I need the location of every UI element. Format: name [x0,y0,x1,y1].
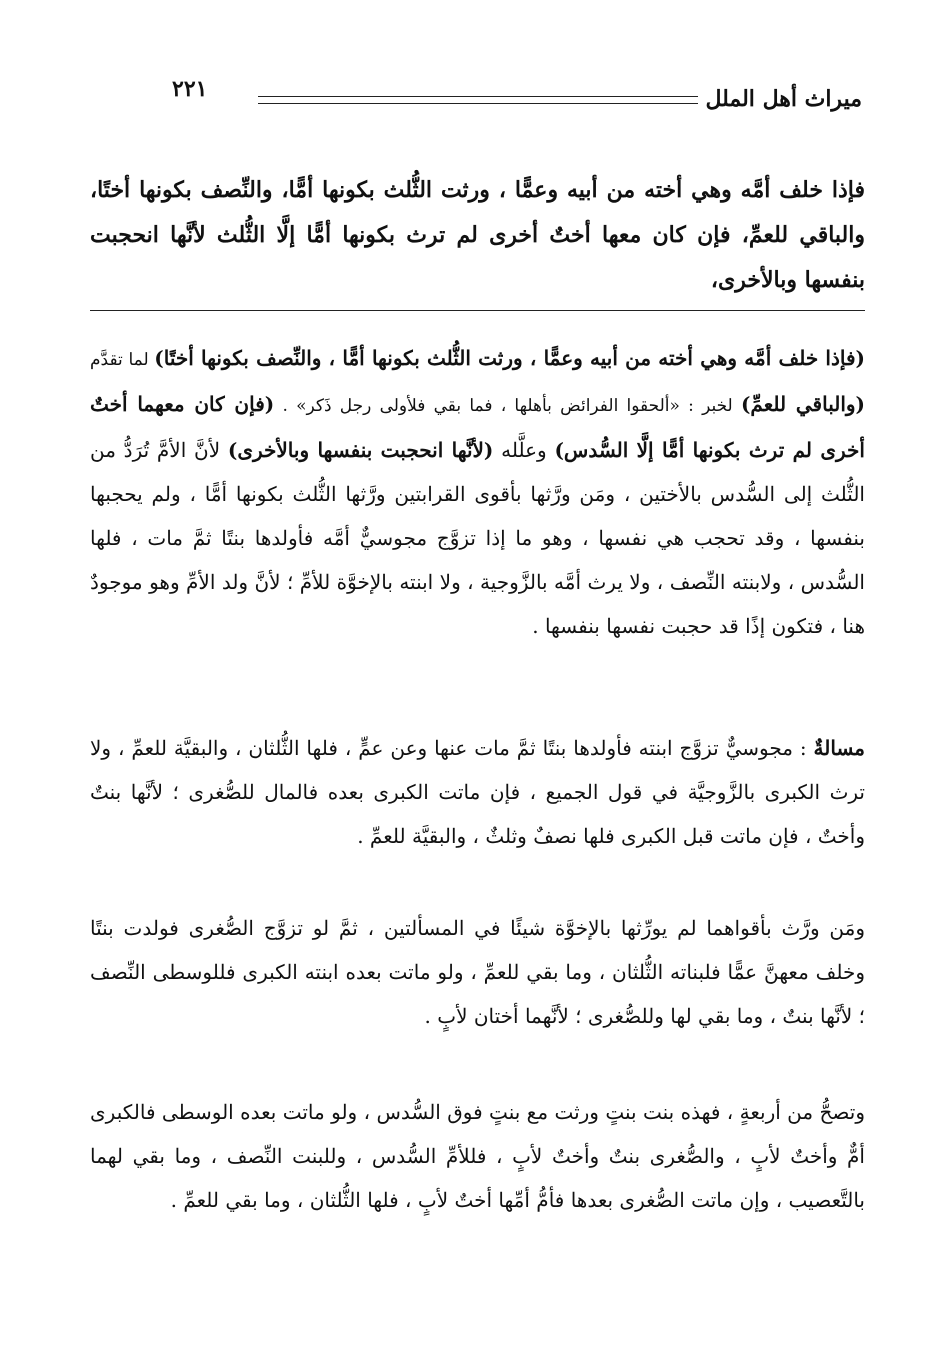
running-header-title: ميراث أهل الملل [705,86,862,112]
matn-separator-rule [90,310,865,311]
quoted-matn: (لأنَّها انحجبت بنفسها وبالأخرى) [227,438,494,462]
sharh-paragraph-4: وتصحُّ من أربعةٍ ، فهذه بنت بنتٍ ورثت مع بنتٍ فوق السُّدس ، ولو ماتت بعده الوسطى فالكبرى أمٌّ وأختٌ لأبٍ ، والصُّغرى بنتٌ وأختٌ لأبٍ ، فللأمِّ السُّدس ، وللبنت النِّصف ، وما بقي لهما بالتَّعصيب ، وإن ماتت الصُّغرى بعدها فأمُّ أمِّها أختٌ لأبٍ ، فلها الثُّلثان ، وما بقي للعمِّ . [90,1100,865,1212]
quoted-matn: (والباقي للعمِّ) [740,392,865,416]
header-double-rule [258,96,698,104]
sharh-text: لما تقدَّم [90,350,155,370]
quoted-matn: (فإن كان معهما أختٌ أخرى لم ترث بكونها أمًّا إلَّا السُّدس) [90,392,865,462]
matn-paragraph: فإذا خلف أمَّه وهي أخته من أبيه وعمًّا ، ورثت الثُّلث بكونها أمًّا، والنِّصف بكونها أختًا، والباقي للعمِّ، فإن كان معها أختٌ أخرى لم ترث بكونها أمًّا إلَّا الثُّلث لأنَّها انحجبت بنفسها وبالأخرى، [90,177,865,293]
sharh-text: وعلَّله [493,438,555,462]
sharh-paragraph-1 [90,336,865,648]
sharh-paragraph-2 [90,726,865,858]
masala-label: مسالةٌ [813,736,865,760]
sharh-text: لأنَّ الأمَّ تُرَدُّ من الثُّلث إلى السُّدس بالأختين ، ومَن ورَّثها بأقوى القرابتين ورَّثها الثُّلث بكونها أمًّا ، ولم يحجبها بنفسها ، وقد تحجب هي نفسها ، وهو ما إذا تزوَّج مجوسيٌّ أمَّه فأولدها بنتًا ثمَّ مات ، فلها السُّدس ، ولابنته النِّصف ، ولا يرث أمَّه بالزَّوجية ، ولا ابنته بالإخوَّة للأمِّ ؛ لأنَّ ولد الأمِّ وهو موجودٌ هنا ، فتكون إذًا قد حجبت نفسها بنفسها . [90,438,865,638]
quoted-matn: (فإذا خلف أمَّه وهي أخته من أبيه وعمًّا ، ورثت الثُّلث بكونها أمًّا ، والنِّصف بكونها أختًا) [154,346,865,370]
page-number: ٢٢١ [172,76,208,102]
sharh-paragraph-3: ومَن ورَّث بأقواهما لم يورِّثها بالإخوَّة شيئًا في المسألتين ، ثمَّ لو تزوَّج الصُّغرى فولدت بنتًا وخلف معهنَّ عمًّا فلبناته الثُّلثان ، وما بقي للعمِّ ، ولو ماتت بعده ابنته الكبرى فللوسطى النِّصف ؛ لأنَّها بنتٌ ، وما بقي لها وللصُّغرى ؛ لأنَّهما أختان لأبٍ . [90,916,865,1028]
hadith-citation: لخبر : «ألحقوا الفرائض بأهلها ، فما بقي فلأولى رجل ذَكر» . [274,396,741,416]
sharh-text: : مجوسيٌّ تزوَّج ابنته فأولدها بنتًا ثمَّ مات عنها وعن عمٍّ ، فلها الثُّلثان ، والبقيَّة للعمِّ ، ولا ترث الكبرى بالزَّوجيَّة في قول الجميع ، فإن ماتت الكبرى بعده فالمال للصُّغرى ؛ لأنَّها بنتٌ وأختٌ ، فإن ماتت قبل الكبرى فلها نصفٌ وثلثٌ ، والبقيَّة للعمِّ . [90,736,865,848]
